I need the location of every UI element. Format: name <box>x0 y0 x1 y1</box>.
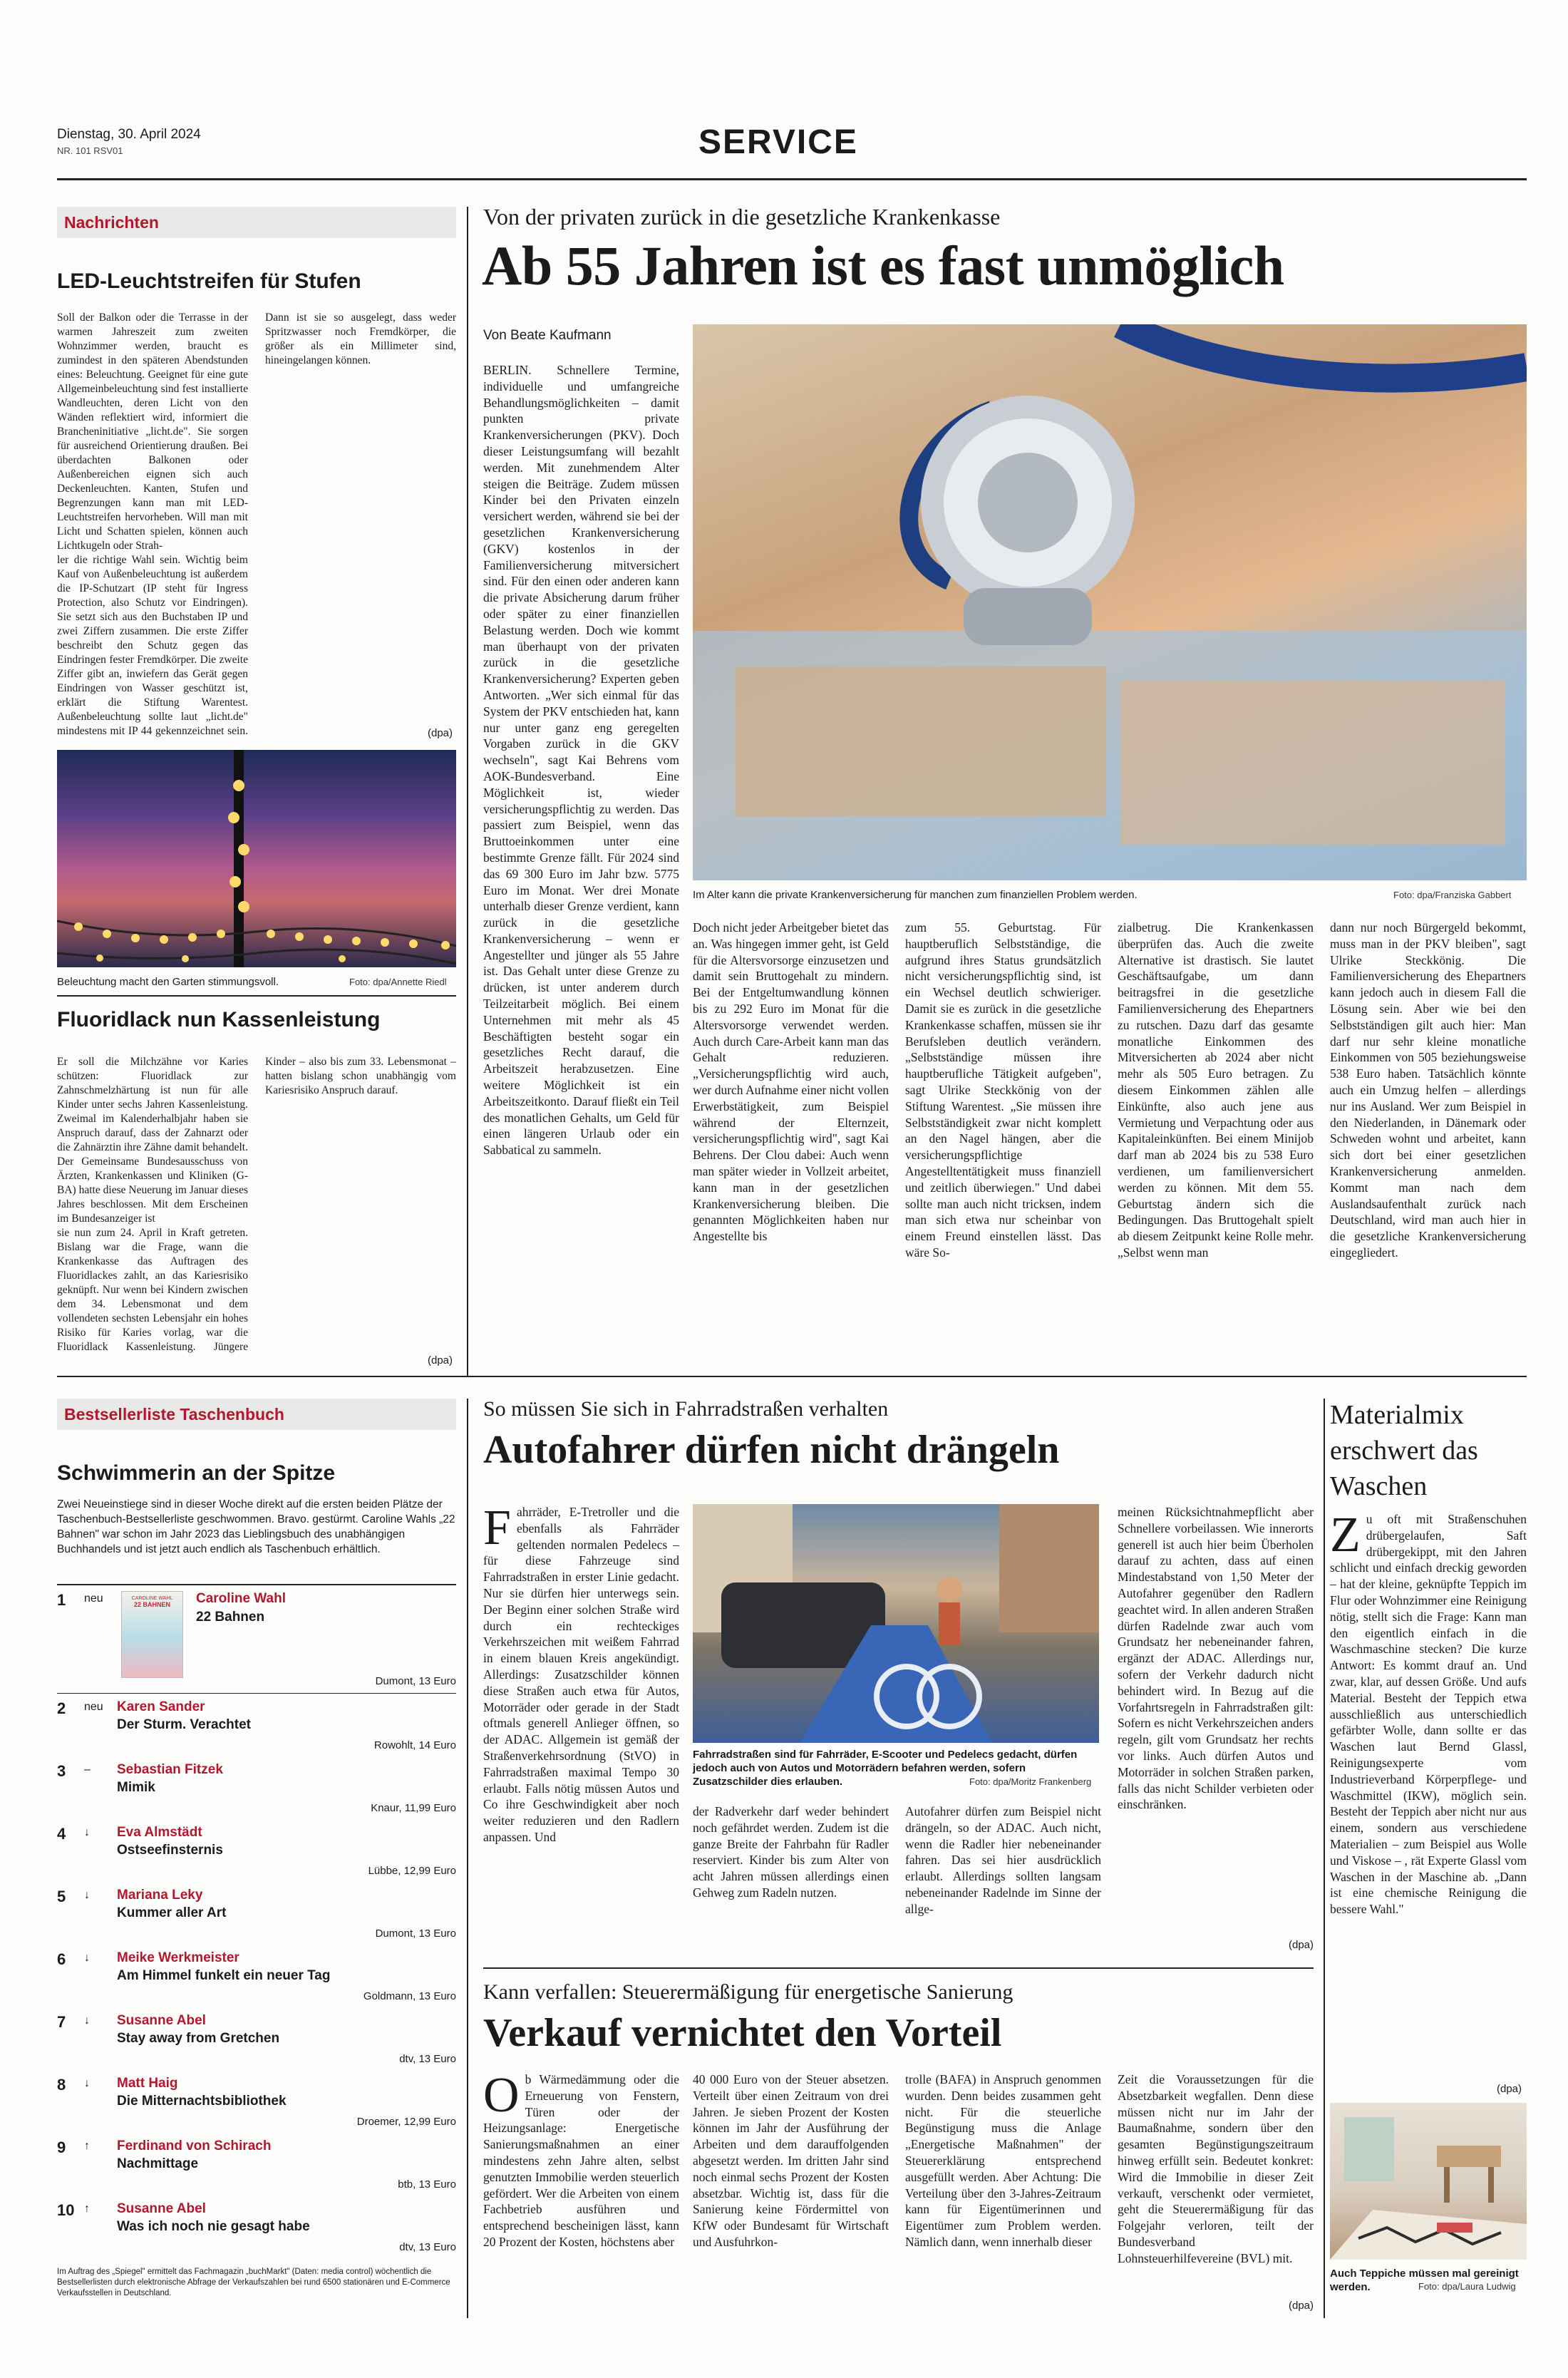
trend-8: ↓ <box>84 2077 90 2089</box>
bestseller-entry-1[interactable] <box>57 1591 456 1691</box>
rank-9: 9 <box>57 2138 66 2156</box>
bestseller-entry-5[interactable] <box>57 1888 456 1945</box>
author-7: Susanne Abel <box>117 2013 206 2028</box>
bestseller-divider <box>467 1399 468 2318</box>
masthead-edition: NR. 101 RSV01 <box>57 145 123 156</box>
author-4: Eva Almstädt <box>117 1825 202 1840</box>
title-7: Stay away from Gretchen <box>117 2031 280 2046</box>
right-body <box>1330 1511 1527 2081</box>
bike-dropcap: F <box>483 1504 511 1555</box>
trend-3: – <box>84 1764 91 1776</box>
bike-caption: Fahrradstraßen sind für Fahrräder, E-Scooter und Pedelecs gedacht, dürfen jedoch auch von Autos und Motorrädern befahren werden, sofern Zusatzschilder dies erlauben. <box>693 1749 1078 1788</box>
bike-col2: der Radverkehr darf weder behindert noch gefährdet werden. Zudem ist die ganze Breite der Fahrbahn für Radler reserviert. Kinder bis zum Alter von acht Jahren müssen allerdings einen Gehweg zum Radeln nutzen. <box>693 1804 889 1900</box>
bike-kicker: So müssen Sie sich in Fahrradstraßen verhalten <box>483 1397 889 1421</box>
title-5: Kummer aller Art <box>117 1905 227 1920</box>
news2-headline: Fluoridlack nun Kassenleistung <box>57 1008 381 1031</box>
right-headline: Materialmix erschwert das Waschen <box>1330 1400 1478 1501</box>
bike-credit: Foto: dpa/Moritz Frankenberg <box>969 1776 1092 1787</box>
book-cover-author: CAROLINE WAHL <box>131 1596 173 1601</box>
title-9: Nachmittage <box>117 2156 199 2171</box>
author-5: Mariana Leky <box>117 1888 203 1903</box>
main-col2: Doch nicht jeder Arbeitgeber bietet das an. Was hingegen immer geht, ist Geld für die Altersvorsorge einzusetzen und damit sein Bruttogehalt zu mindern. Bei der Entgeltumwandlung können bis zu 292 Euro im Monat für die Altersvorsorge verwendet werden. Auch durch Care-Arbeit kann man das Gehalt reduzieren. „Versicherungspflichtig wird auch, wer durch Aufnahme einer nicht vollen Erwerbstätigkeit, zum Beispiel während der Elternzeit, versicherungspflichtig wird", sagt Kai Behrens. Der Clou dabei: Auch wenn man später wieder in Vollzeit arbeitet, kann man in der gesetzlichen Krankenversicherung bleiben. Die genannten Möglichkeiten haben nur Angestellte bis <box>693 920 889 1244</box>
bike-col1 <box>483 1504 679 1975</box>
author-3: Sebastian Fitzek <box>117 1762 223 1777</box>
trend-1: neu <box>84 1592 103 1605</box>
stethoscope-icon <box>693 324 1527 880</box>
bike-col3: Autofahrer dürfen zum Beispiel nicht drängeln, so der ADAC. Auch nicht, wenn die Radler hier nebeneinander fahren. Das sei hier ausdrücklich erlaubt. Allerdings sollten langsam nebeneinander Radelnde im Sinne der allge- <box>905 1804 1101 1916</box>
bestseller-headline: Schwimmerin an der Spitze <box>57 1461 336 1485</box>
right-caption: Auch Teppiche müssen mal gereinigt werden. <box>1330 2268 1519 2293</box>
main-bottom-rule <box>57 1376 1527 1377</box>
news1-source: (dpa) <box>428 727 453 739</box>
main-lead-column: BERLIN. Schnellere Termine, individuelle und umfangreiche Behandlungsmöglichkeiten – damit punkten private Krankenversicherungen (PKV). Doch dieser Leistungsumfang will bezahlt werden. Mit zunehmendem Alter steigen die Beiträge. Zudem müssen Kinder bei den Privaten einzeln versichert werden, während sie bei der gesetzlichen Krankenversicherung (GKV) kostenlos in der Familienversicherung mitversichert sind. Für den einen oder anderen kann die private Absicherung darum früher oder später zu einer finanziellen Belastung werden. Doch wie kommt man überhaupt von der privaten zurück in die gesetzliche Krankenversicherung? Experten geben Antworten. „Wer sich einmal für das System der PKV entschieden hat, kann nur unter ganz eng geregelten Vorgaben zurück in die GKV wechseln", sagt Kai Behrens vom AOK-Bundesverband. Eine Möglichkeit ist, wieder versicherungspflichtig zu werden. Das passiert zum Beispiel, wenn das Bruttoeinkommen unter eine bestimmte Grenze fällt. Für 2024 sind das 69 300 Euro im Jahr bzw. 5775 Euro im Monat. Wer drei Monate unterhalb dieser Grenze verdient, kann zurück in die gesetzliche Krankenversicherung – wenn er Angestellter und jünger als 55 Jahre ist. Das Gehalt unter diese Grenze zu drücken, ist unter anderem durch Teilzeitarbeit möglich. Bei einem Unternehmen mit mehr als 45 Beschäftigten besteht sogar ein gesetzliches Recht darauf, die Arbeitszeit herabzusetzen. Eine weitere Möglichkeit ist ein Arbeitszeitkonto. Darauf fließt ein Teil des monatlichen Gehalts, um Geld für einen längeren Urlaub oder ein Sabbatical zu sammeln. <box>483 363 679 1158</box>
rank-6: 6 <box>57 1950 66 1968</box>
title-4: Ostseefinsternis <box>117 1843 223 1858</box>
author-6: Meike Werkmeister <box>117 1950 239 1965</box>
rank-2: 2 <box>57 1699 66 1717</box>
rank-3: 3 <box>57 1762 66 1780</box>
bike-street-photo <box>693 1504 1099 1743</box>
trend-10: ↑ <box>84 2203 90 2215</box>
main-col3: zum 55. Geburtstag. Für hauptberuflich Selbstständige, die aufgrund ihres Status grundsätzlich nicht versicherungspflichtig sind, ist ein Wechsel deutlich schwieriger. Damit sie es zurück in die gesetzliche Krankenkasse schaffen, müssen sie ihr Berufsleben deutlich verändern. „Selbstständige müssen ihre hauptberufliche Tätigkeit aufgeben", sagt Ulrike Steckkönig von der Stiftung Warentest. „Sie müssen ihre Selbstständigkeit zwar nicht komplett an den Nagel hängen, aber die versicherungspflichtige Angestelltentätigkeit muss finanziell und zeitlich überwiegen." Und dabei sollte man auch nicht tricksen, indem man sich etwa nur scheinbar von einem Freund einstellen lässt. Das wäre So- <box>905 920 1101 1260</box>
news2-body <box>57 1055 456 1354</box>
title-8: Die Mitternachtsbibliothek <box>117 2094 287 2109</box>
bike-headline: Autofahrer dürfen nicht drängeln <box>483 1428 1060 1472</box>
main-col4: zialbetrug. Die Krankenkassen überprüfen das. Auch die zweite Alternative ist drastisch. Sie lautet Geschäftsaufgabe, um dann beitragsfrei in die gesetzliche Familienversicherung des Ehepartners zu rutschen. Dazu darf das gesamte monatliche Einkommen des Mitversicherten ab 2024 aber nicht mehr als 505 Euro betragen. Zu diesem Einkommen zählen alle Einkünfte, also auch jene aus Vermietung und Verpachtung oder aus Kapitaleinkünften. Bei einem Minijob darf man ab 2024 bis zu 538 Euro verdienen, um familienversichert werden zu können. Mit dem 55. Geburtstag ändern sich die Bedingungen. Das Bruttogehalt spielt ab diesem Zeitpunkt keine Rolle mehr. „Selbst wenn man <box>1118 920 1314 1260</box>
left-column-divider <box>467 207 468 1376</box>
news1-credit: Foto: dpa/Annette Riedl <box>349 977 447 987</box>
masthead-rule <box>57 178 1527 180</box>
author-1: Caroline Wahl <box>196 1591 286 1606</box>
bestseller-row-rule <box>57 1693 456 1694</box>
trend-5: ↓ <box>84 1889 90 1901</box>
trend-7: ↓ <box>84 2014 90 2027</box>
main-byline: Von Beate Kaufmann <box>483 328 612 343</box>
rank-5: 5 <box>57 1888 66 1905</box>
bestseller-entry-7[interactable] <box>57 2013 456 2070</box>
main-credit: Foto: dpa/Franziska Gabbert <box>1393 890 1512 900</box>
trend-9: ↑ <box>84 2140 90 2152</box>
news-box-label: Nachrichten <box>57 207 456 238</box>
right-body-text: u oft mit Straßenschuhen drübergelaufen, Saft drübergekippt, mit den Jahren schlicht und einfach dreckig geworden – hat der kleine, geknüpfte Teppich im Flur oder Wohnzimmer eine Reinigung nötig, stellt sich die Frage: Kann man den eigentlich einfach in die Waschmaschine stecken? Die kurze Antwort: Es kommt drauf an. Und zwar, klar, auf dessen Größe. Und aufs Material. Besteht der Teppich etwa ausschließlich aus unterschiedlich gefärbter Wolle, dann sollte er das Waschen laut Bernd Glassl, Reinigungsexperte vom Industrieverband Körperpflege- und Waschmittel (IKW), möglich sein. Besteht der Teppich aber nicht nur aus einem, sondern aus verschiedene Materialien – zum Beispiel aus Wolle und Viskose – , rät Experte Glassl vom Waschen in der Maschine ab. „Dann ist eine chemische Reinigung die bessere Wahl." <box>1330 1512 1527 1917</box>
tax-col2: 40 000 Euro von der Steuer absetzen. Verteilt über einen Zeitraum von drei Jahren. Je sieben Prozent der Kosten können im Jahr der Ausführung der Arbeiten und dem darauffolgenden abgesetzt werden. Im dritten Jahr sind noch einmal sechs Prozent der Kosten absetzbar. Wichtig ist, dass für die Sanierung keine Fördermittel von KfW oder Bundesamt für Wirtschaft und Ausfuhrkon- <box>693 2072 889 2249</box>
news1-caption: Beleuchtung macht den Garten stimmungsvoll. <box>57 976 279 988</box>
bestseller-entry-9[interactable] <box>57 2138 456 2196</box>
news1-col1: Soll der Balkon oder die Terrasse in der warmen Jahreszeit zum zweiten Wohnzimmer werden, braucht es zumindest in den späteren Abendstunden eines: Beleuchtung. Geeignet für eine gute Allgemeinbeleuchtung sind fest installierte Wandleuchten, deren Licht von den Wänden reflektiert wird, informiert die Brancheninitiative „licht.de". Sie sorgen für ausreichend Orientierung draußen. Bei überdachten Balkonen oder Außenbereichen eignen sich auch Deckenleuchten. Kanten, Stufen und Begrenzungen kann man mit LED-Leuchtstreifen hervorheben. Will man mit Licht und Schatten spielen, können auch Lichtkugeln oder Strah- <box>57 312 248 552</box>
bestseller-entry-4[interactable] <box>57 1825 456 1882</box>
right-dropcap: Z <box>1330 1511 1361 1563</box>
bicycle-road-icon <box>693 1504 1099 1743</box>
bike-col4: meinen Rücksichtnahmepflicht aber Schnellere vorbeilassen. Wie innerorts generell ist auch hier beim Überholen darauf zu achten, dass auf einen Mindestabstand von 1,50 Meter der Autofahrer gegenüber den Radlern geachtet wird. In allen anderen Straßen dürfen Radelnde zwar auch vom Grundsatz her nebeneinander fahren, ergänzt der ADAC. Allerdings nur, sofern der Verkehr dadurch nicht behindert wird. In Bezug auf die Vorfahrtsregeln in Fahrradstraßen gilt: Sofern es nicht Verkehrszeichen anders regeln, gilt vom Grundsatz her rechts vor links. Auch dürfen Autos und Motorräder in solchen Straßen parken, falls das nicht Schilder verbieten oder einschränken. <box>1118 1505 1314 1812</box>
bestseller-footnote: Im Auftrag des „Spiegel" ermittelt das Fachmagazin „buchMarkt" (Daten: media control) wöchentlich die Bestsellerlisten durch elektronische Abfrage der Verkaufszahlen bei rund 6500 stationären und E-Commerce Verkaufsstellen in Deutschland. <box>57 2268 450 2297</box>
trend-2: neu <box>84 1701 103 1713</box>
news2-col2: sie nun zum 24. April in Kraft getreten. Bislang war die Frage, wann die Krankenkasse das Auftragen des Fluoridlackes zahlt, an das Kariesrisiko geknüpft. Nur wenn bei Kindern zwischen dem 34. Lebensmonat und dem vollendeten sechsten Lebensjahr ein hohes Risiko für Karies vorlag, war die Fluoridlack Kassenleistung. Jüngere Kinder – also bis zum 33. Lebensmonat – hatten bislang schon unabhängig vom Kariesrisiko Anspruch darauf. <box>57 1056 456 1353</box>
bestseller-entry-6[interactable] <box>57 1950 456 2007</box>
tax-col4: Zeit die Voraussetzungen für die Absetzbarkeit wegfallen. Denn diese müssen nicht nur im Jahr der Baumaßnahme, sondern über den gesamten Begünstigungszeitraum hinweg erfüllt sein. Bedeutet konkret: Wird die Immobilie in dieser Zeit verkauft, verschenkt oder vermietet, geht die Steuerermäßigung für das Folgejahr verloren, teilt der Bundesverband Lohnsteuerhilfevereine (BVL) mit. <box>1118 2072 1314 2265</box>
tax-dropcap: O <box>483 2071 520 2123</box>
news1-col2: ler die richtige Wahl sein. Wichtig beim Kauf von Außenbeleuchtung ist außerdem die IP-Schutzart (IP steht für Ingress Protection, also Schutz vor Eindringen). Sie setzt sich aus den Buchstaben IP und zwei Ziffern zusammen. Die erste Ziffer beschreibt den Schutz gegen das Eindringen fester Fremdkörper. Die zweite Ziffer gibt an, inwiefern das Gerät gegen Eindringen von Wasser geschützt ist, erklärt die Stiftung Warentest. Außenbeleuchtung sollte laut „licht.de" mindestens mit IP 44 gekennzeichnet sein. Dann ist sie so ausgelegt, dass weder Spritzwasser noch Fremdkörper, die größer als ein Millimeter sind, hineingelangen können. <box>57 312 456 737</box>
publisher-8: Droemer, 12,99 Euro <box>356 2116 456 2128</box>
news2-source: (dpa) <box>428 1354 453 1366</box>
publisher-2: Rowohlt, 14 Euro <box>373 1739 456 1751</box>
trend-4: ↓ <box>84 1826 90 1838</box>
publisher-9: btb, 13 Euro <box>398 2178 456 2191</box>
author-10: Susanne Abel <box>117 2201 206 2216</box>
bestseller-entry-2[interactable] <box>57 1699 456 1756</box>
news1-body <box>57 311 456 738</box>
publisher-4: Lübbe, 12,99 Euro <box>368 1865 456 1877</box>
string-lights-icon <box>57 750 456 967</box>
stethoscope-photo <box>693 324 1527 880</box>
bike-col1-text: ahrräder, E-Tretroller und die ebenfalls als Fahrräder geltenden normalen Pedelecs – für diese Fahrzeuge sind Fahrradstraßen in erster Linie gedacht. Nur sie dürfen hier unterwegs sein. Der Beginn einer solchen Straße wird durch ein rechteckiges Verkehrszeichen mit weißem Fahrrad in einem blauen Kreis angekündigt. Allerdings: Zusatzschilder können diese Straßen auch etwa für Autos, Motorräder oder gerade in der Stadt oftmals generell Anlieger öffnen, so der ADAC. Allgemein ist gemäß der Straßenverkehrsordnung (StVO) in Fahrradstraßen maximal Tempo 30 erlaubt. Falls nötig müssen Autos und Co ihre Geschwindigkeit aber noch weiter reduzieren und den Radlern anpassen. Und <box>483 1505 679 1844</box>
bestseller-box-label: Bestsellerliste Taschenbuch <box>57 1399 456 1430</box>
right-source: (dpa) <box>1497 2083 1522 2095</box>
title-2: Der Sturm. Verachtet <box>117 1717 251 1732</box>
section-title: SERVICE <box>698 123 858 161</box>
tax-col1-text: b Wärmedämmung oder die Erneuerung von Fenstern, Türen oder der Heizungsanlage: Energetische Sanierungsmaßnahmen an einer mindestens zehn Jahre alten, selbst genutzten Immobilie werden steuerlich gefördert. Wer die Arbeiten von einem Fachbetrieb ausführen und entsprechend bescheinigen lässt, kann 20 Prozent der Kosten, höchstens aber <box>483 2072 679 2249</box>
tax-col3: trolle (BAFA) in Anspruch genommen wurden. Denn beides zusammen geht nicht. Für die steuerliche Begünstigung muss die Anlage „Energetische Maßnahmen" der Steuererklärung entsprechend ausgefüllt werden. Aber Achtung: Die Verteilung über den 3-Jahres-Zeitraum kann für Eigentümerinnen und Eigentümer zum Problem werden. Nämlich dann, wenn innerhalb dieser <box>905 2072 1101 2249</box>
garden-lights-photo <box>57 750 456 967</box>
book-cover-title: 22 BAHNEN <box>133 1601 170 1608</box>
author-8: Matt Haig <box>117 2076 178 2091</box>
rank-7: 7 <box>57 2013 66 2031</box>
publisher-1: Dumont, 13 Euro <box>375 1675 456 1687</box>
main-caption: Im Alter kann die private Krankenversicherung für manchen zum finanziellen Problem werden. <box>693 889 1138 901</box>
bestseller-entry-3[interactable] <box>57 1762 456 1819</box>
title-1: 22 Bahnen <box>196 1610 265 1625</box>
bestseller-entries <box>57 1699 456 2270</box>
bike-source: (dpa) <box>1289 1939 1314 1951</box>
right-credit: Foto: dpa/Laura Ludwig <box>1418 2281 1516 2292</box>
author-9: Ferdinand von Schirach <box>117 2138 272 2153</box>
main-kicker: Von der privaten zurück in die gesetzliche Krankenkasse <box>483 204 1001 230</box>
news1-headline: LED-Leuchtstreifen für Stufen <box>57 269 361 293</box>
bestseller-entry-10[interactable] <box>57 2201 456 2258</box>
tax-source: (dpa) <box>1289 2300 1314 2312</box>
tax-kicker: Kann verfallen: Steuerermäßigung für energetische Sanierung <box>483 1980 1013 2004</box>
bestseller-entry-8[interactable] <box>57 2076 456 2133</box>
rank-4: 4 <box>57 1825 66 1843</box>
rank-8: 8 <box>57 2076 66 2094</box>
bestseller-intro: Zwei Neueinstiege sind in dieser Woche direkt auf die ersten beiden Plätze der Taschenbuch-Bestsellerliste geschwommen. Bravo. gestürmt. Caroline Wahls „22 Bahnen" war schon im Jahr 2023 das Lieblingsbuch des unabhängigen Buchhandels und ist jetzt auch endlich als Taschenbuch erhältlich. <box>57 1498 455 1555</box>
book-cover <box>121 1591 183 1678</box>
rug-icon <box>1330 2103 1527 2260</box>
main-col5: dann nur noch Bürgergeld bekommt, muss man in der PKV bleiben", sagt Ulrike Steckkönig. Die Familienversicherung des Ehepartners kann jedoch auch in diesem Fall die Lösung sein. Aber wie bei den Selbstständigen gilt auch hier: Man darf nur sehr kleine monatliche Einkommen von 505 beziehungsweise 538 Euro haben. Tatsächlich könnte auch ein Umzug helfen – allerdings nur ins Ausland. Wer zum Beispiel in den Niederlanden, in Dänemark oder Schweden wohnt und arbeitet, kann sich dort bei einer gesetzlichen Krankenversicherung anmelden. Kommt man nach dem Auslandsaufenthalt zurück nach Deutschland, wird man auch hier in die gesetzliche Krankenversicherung eingegliedert. <box>1330 920 1526 1260</box>
bike-bottom-rule <box>483 1967 1314 1969</box>
rank-10: 10 <box>57 2201 75 2219</box>
title-3: Mimik <box>117 1780 155 1795</box>
bestseller-intro-rule <box>57 1584 456 1585</box>
title-10: Was ich noch nie gesagt habe <box>117 2219 310 2234</box>
publisher-3: Knaur, 11,99 Euro <box>371 1802 456 1814</box>
publisher-6: Goldmann, 13 Euro <box>363 1990 456 2002</box>
trend-6: ↓ <box>84 1952 90 1964</box>
publisher-5: Dumont, 13 Euro <box>375 1927 456 1940</box>
right-column-divider <box>1324 1399 1325 2318</box>
author-2: Karen Sander <box>117 1699 205 1714</box>
news2-col1: Er soll die Milchzähne vor Karies schützen: Fluoridlack zur Zahnschmelzhärtung ist nun für alle Kinder unter sechs Jahren Kassenleistung. Zweimal im Kalenderhalbjahr haben sie Anspruch darauf, dass der Zahnarzt oder die Zahnärztin ihre Zähne damit behandelt. Der Gemeinsame Bundesausschuss von Ärzten, Krankenkassen und Kliniken (G-BA) hatte diese Neuerung im Januar dieses Jahres beschlossen. Mit dem Erscheinen im Bundesanzeiger ist <box>57 1056 248 1225</box>
tax-col1 <box>483 2071 679 2314</box>
carpet-photo <box>1330 2103 1527 2260</box>
publisher-10: dtv, 13 Euro <box>399 2241 456 2253</box>
rank-1: 1 <box>57 1591 66 1609</box>
masthead-date: Dienstag, 30. April 2024 <box>57 127 201 142</box>
news-separator <box>57 995 456 997</box>
title-6: Am Himmel funkelt ein neuer Tag <box>117 1968 331 1983</box>
tax-headline: Verkauf vernichtet den Vorteil <box>483 2011 1002 2055</box>
publisher-7: dtv, 13 Euro <box>399 2053 456 2065</box>
main-headline: Ab 55 Jahren ist es fast unmöglich <box>482 235 1284 297</box>
